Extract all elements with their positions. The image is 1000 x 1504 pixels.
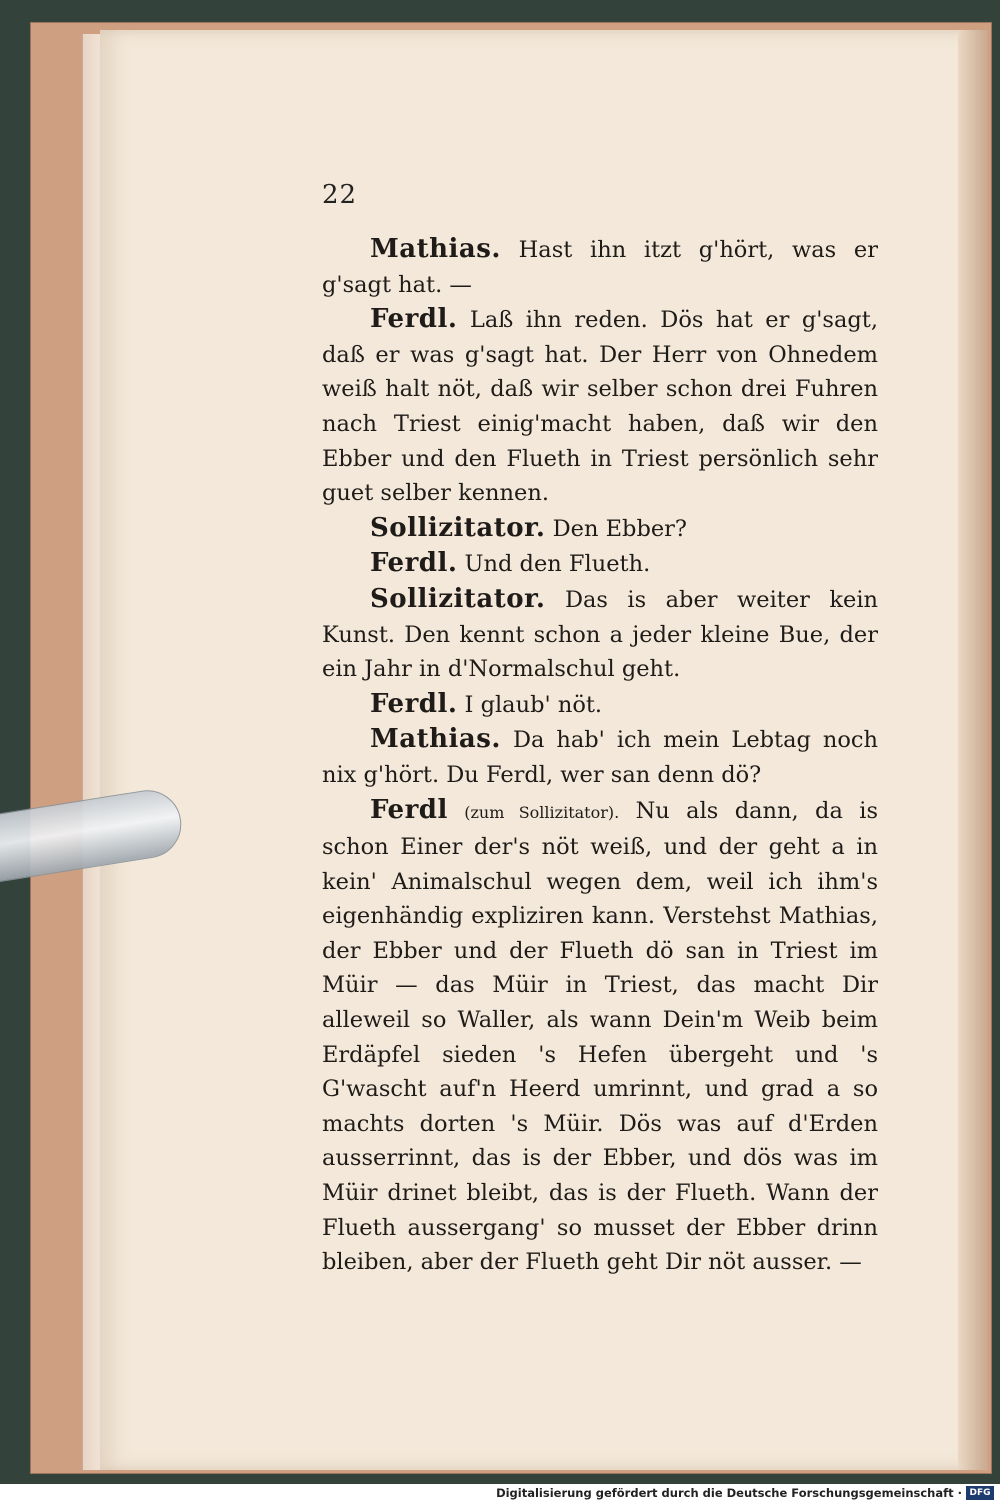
- speaker-name: Sollizitator.: [370, 512, 546, 543]
- dialogue-text: I glaub' nöt.: [464, 691, 603, 718]
- dialogue-text: Den Ebber?: [552, 515, 687, 542]
- speaker-name: Mathias.: [370, 724, 501, 755]
- dialogue-text: Nu als dann, da is schon Einer der's nöt weiß, und der geht a in kein' Animalschul wegen dem, weil ich ihm's eigenhändig expliziren kann. Verstehst Mathias, der Ebber und der Flueth dö san in Triest im Müir — das Müir in Triest, das macht Dir alleweil so Waller, als wann Dein'm Weib beim Erdäpfel sieden 's Hefen übergeht und 's G'wascht auf'n Heerd umrinnt, und grad a so machts dorten 's Müir. Dös was auf d'Erden ausserrinnt, das is der Ebber, und dös was im Müir drinet bleibt, das is der Flueth. Wann der Flueth aussergang' so musset der Ebber drinn bleiben, aber der Flueth geht Dir nöt ausser. —: [322, 797, 878, 1276]
- dialogue-text: Und den Flueth.: [464, 551, 651, 578]
- footer-bar: [0, 1484, 1000, 1504]
- paragraph: [322, 511, 878, 547]
- paragraph: [322, 687, 878, 723]
- dialogue-text: Das is aber weiter kein Kunst. Den kennt schon a jeder kleine Bue, der ein Jahr in d'Normalschul geht.: [322, 586, 879, 683]
- dialogue-text: Da hab' ich mein Lebtag noch nix g'hört. Du Ferdl, wer san denn dö?: [322, 727, 879, 788]
- dialogue-text: Hast ihn itzt g'hört, was er g'sagt hat. —: [322, 237, 879, 298]
- paragraph: [322, 582, 878, 687]
- dfg-logo: DFG: [966, 1486, 994, 1500]
- paragraph: [322, 302, 878, 511]
- speaker-name: Ferdl: [370, 794, 448, 825]
- page-gutter-shadow: [958, 30, 988, 1470]
- paragraph: [322, 793, 878, 1280]
- funding-credit: Digitalisierung gefördert durch die Deutsche Forschungsgemeinschaft ·: [496, 1486, 962, 1500]
- dialogue-text: Laß ihn reden. Dös hat er g'sagt, daß er was g'sagt hat. Der Herr von Ohnedem weiß halt nöt, daß wir selber schon drei Fuhren nach Triest einig'macht haben, daß wir den Ebber und den Flueth in Triest persönlich sehr guet selber kennen.: [322, 307, 878, 507]
- speaker-name: Sollizitator.: [370, 583, 546, 614]
- paragraph: [322, 232, 878, 302]
- paragraph: [322, 722, 878, 792]
- stage-direction: (zum Sollizitator).: [464, 802, 620, 822]
- page-number: 22: [322, 180, 358, 210]
- speaker-name: Ferdl.: [370, 688, 458, 719]
- speaker-name: Mathias.: [370, 234, 501, 264]
- speaker-name: Ferdl.: [370, 548, 458, 579]
- paragraph: [322, 546, 878, 582]
- page-text: [322, 232, 878, 1280]
- speaker-name: Ferdl.: [370, 304, 458, 335]
